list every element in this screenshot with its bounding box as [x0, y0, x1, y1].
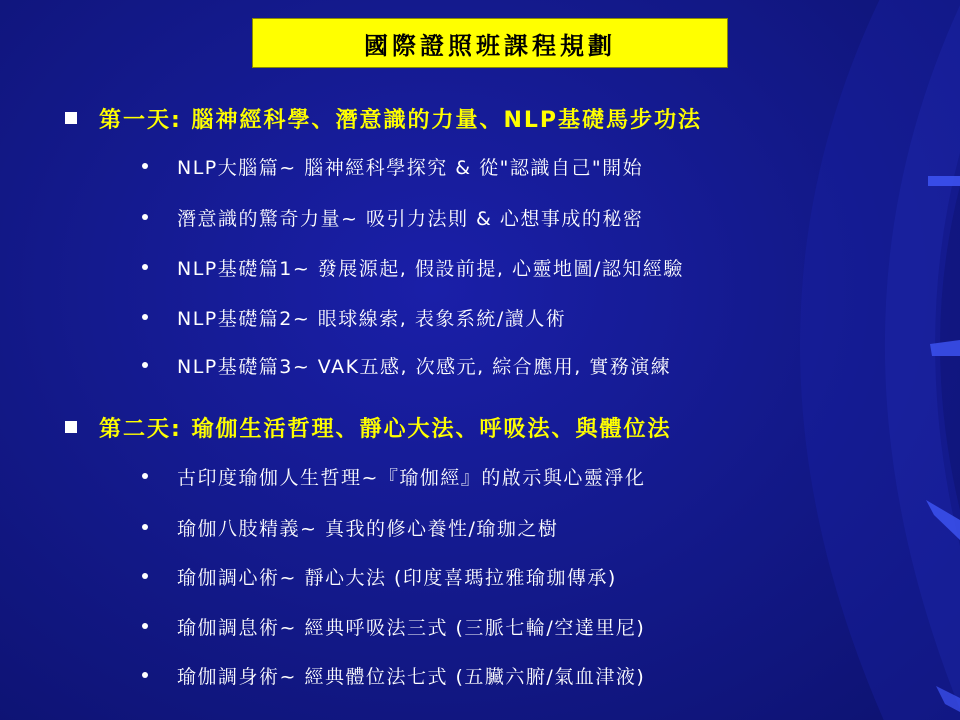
square-bullet-icon — [65, 421, 77, 433]
dot-bullet-icon — [142, 573, 148, 579]
dot-bullet-icon — [142, 314, 148, 320]
list-item-text: NLP基礎篇3~ VAK五感, 次感元, 綜合應用, 實務演練 — [177, 355, 672, 378]
list-item — [142, 611, 645, 641]
day-1-heading — [65, 103, 702, 133]
list-item-text: 潛意識的驚奇力量~ 吸引力法則 & 心想事成的秘密 — [177, 207, 644, 230]
list-item — [142, 561, 617, 591]
list-item-text: 瑜伽調息術~ 經典呼吸法三式 (三脈七輪/空達里尼) — [177, 616, 646, 639]
list-item-text: 瑜伽八肢精義~ 真我的修心養性/瑜珈之樹 — [177, 517, 559, 540]
list-item — [142, 151, 643, 181]
list-item — [142, 252, 684, 282]
day-2-heading — [65, 412, 671, 442]
day-1-heading-text: 第一天: 腦神經科學、潛意識的力量、NLP基礎馬步功法 — [99, 107, 703, 133]
slide-title: 國際證照班課程規劃 — [252, 18, 728, 68]
list-item — [142, 302, 566, 332]
dot-bullet-icon — [142, 524, 148, 530]
dot-bullet-icon — [142, 623, 148, 629]
list-item-text: 瑜伽調心術~ 靜心大法 (印度喜瑪拉雅瑜珈傳承) — [177, 566, 617, 589]
square-bullet-icon — [65, 112, 77, 124]
list-item-text: 古印度瑜伽人生哲理~『瑜伽經』的啟示與心靈淨化 — [177, 466, 646, 489]
dot-bullet-icon — [142, 214, 148, 220]
dot-bullet-icon — [142, 362, 148, 368]
list-item — [142, 350, 671, 380]
list-item-text: NLP基礎篇1~ 發展源起, 假設前提, 心靈地圖/認知經驗 — [177, 257, 684, 280]
list-item-text: 瑜伽調身術~ 經典體位法七式 (五臟六腑/氣血津液) — [177, 665, 646, 688]
list-item-text: NLP大腦篇~ 腦神經科學探究 & 從"認識自己"開始 — [177, 156, 644, 179]
list-item-text: NLP基礎篇2~ 眼球線索, 表象系統/讀人術 — [177, 307, 567, 330]
dot-bullet-icon — [142, 163, 148, 169]
day-2-heading-text: 第二天: 瑜伽生活哲理、靜心大法、呼吸法、與體位法 — [99, 416, 672, 442]
dot-bullet-icon — [142, 672, 148, 678]
list-item — [142, 512, 558, 542]
list-item — [142, 202, 643, 232]
list-item — [142, 461, 645, 491]
list-item — [142, 660, 645, 690]
dot-bullet-icon — [142, 473, 148, 479]
dot-bullet-icon — [142, 264, 148, 270]
